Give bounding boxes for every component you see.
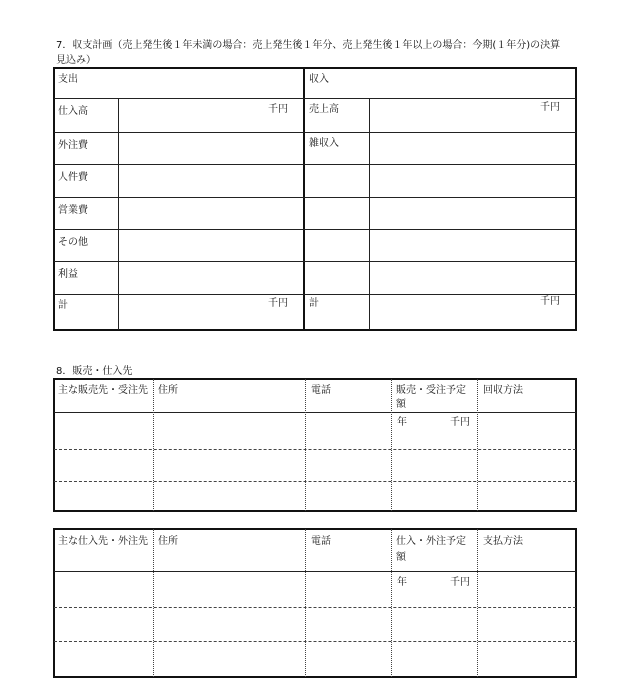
row-rule [54, 229, 576, 230]
header-planned-purchases-cont: 額 [396, 552, 406, 563]
header-rule [54, 571, 576, 572]
row-rule [54, 294, 576, 295]
row-rule [54, 197, 576, 198]
header-phone: 電話 [311, 385, 331, 396]
unit-label: 千円 [540, 102, 560, 113]
header-planned-sales: 販売・受注予定 [396, 385, 466, 396]
unit-label: 千円 [450, 417, 470, 428]
year-label: 年 [397, 417, 407, 428]
col-divider [391, 529, 392, 677]
income-misc-label: 雑収入 [309, 138, 339, 149]
col-divider [477, 529, 478, 677]
unit-label: 千円 [268, 298, 288, 309]
row-rule [54, 261, 576, 262]
header-rule [54, 98, 576, 99]
income-header: 収入 [309, 74, 329, 85]
col-divider [153, 379, 154, 511]
header-phone: 電話 [311, 536, 331, 547]
row-rule [54, 607, 576, 608]
unit-label: 千円 [450, 577, 470, 588]
header-planned-sales-cont: 額 [396, 399, 406, 410]
section8-title: 8．販売・仕入先 [56, 366, 133, 377]
row-rule [54, 132, 576, 133]
center-divider [303, 67, 305, 331]
header-main-suppliers: 主な仕入先・外注先 [58, 536, 148, 547]
col-divider [153, 529, 154, 677]
expense-personnel-label: 人件費 [58, 172, 88, 183]
table-border [53, 528, 577, 678]
income-total-label: 計 [309, 298, 319, 309]
section7-title-cont: 見込み） [56, 55, 96, 66]
table-border [53, 378, 577, 512]
year-label: 年 [397, 577, 407, 588]
label-divider-left [118, 99, 119, 330]
header-address: 住所 [158, 385, 178, 396]
row-rule [54, 641, 576, 642]
expense-operating-label: 営業費 [58, 205, 88, 216]
col-divider [477, 379, 478, 511]
expense-profit-label: 利益 [58, 269, 78, 280]
row-rule [54, 164, 576, 165]
unit-label: 千円 [268, 104, 288, 115]
expense-purchases-label: 仕入高 [58, 106, 88, 117]
expense-header: 支出 [58, 74, 78, 85]
header-address: 住所 [158, 536, 178, 547]
col-divider [391, 379, 392, 511]
label-divider-right [369, 99, 370, 330]
section7-title: 7．収支計画（売上発生後１年未満の場合：売上発生後１年分、売上発生後１年以上の場合：今期(１年分)の決算 [56, 40, 561, 51]
income-sales-label: 売上高 [309, 104, 339, 115]
header-planned-purchases: 仕入・外注予定 [396, 536, 466, 547]
header-payment-method: 支払方法 [483, 536, 523, 547]
col-divider [305, 529, 306, 677]
unit-label: 千円 [540, 296, 560, 307]
header-collection-method: 回収方法 [483, 385, 523, 396]
header-rule [54, 412, 576, 413]
header-main-customers: 主な販売先・受注先 [58, 385, 148, 396]
row-rule [54, 449, 576, 450]
expense-other-label: その他 [58, 237, 88, 248]
col-divider [305, 379, 306, 511]
expense-total-label: 計 [58, 300, 68, 311]
row-rule [54, 481, 576, 482]
expense-outsourcing-label: 外注費 [58, 140, 88, 151]
